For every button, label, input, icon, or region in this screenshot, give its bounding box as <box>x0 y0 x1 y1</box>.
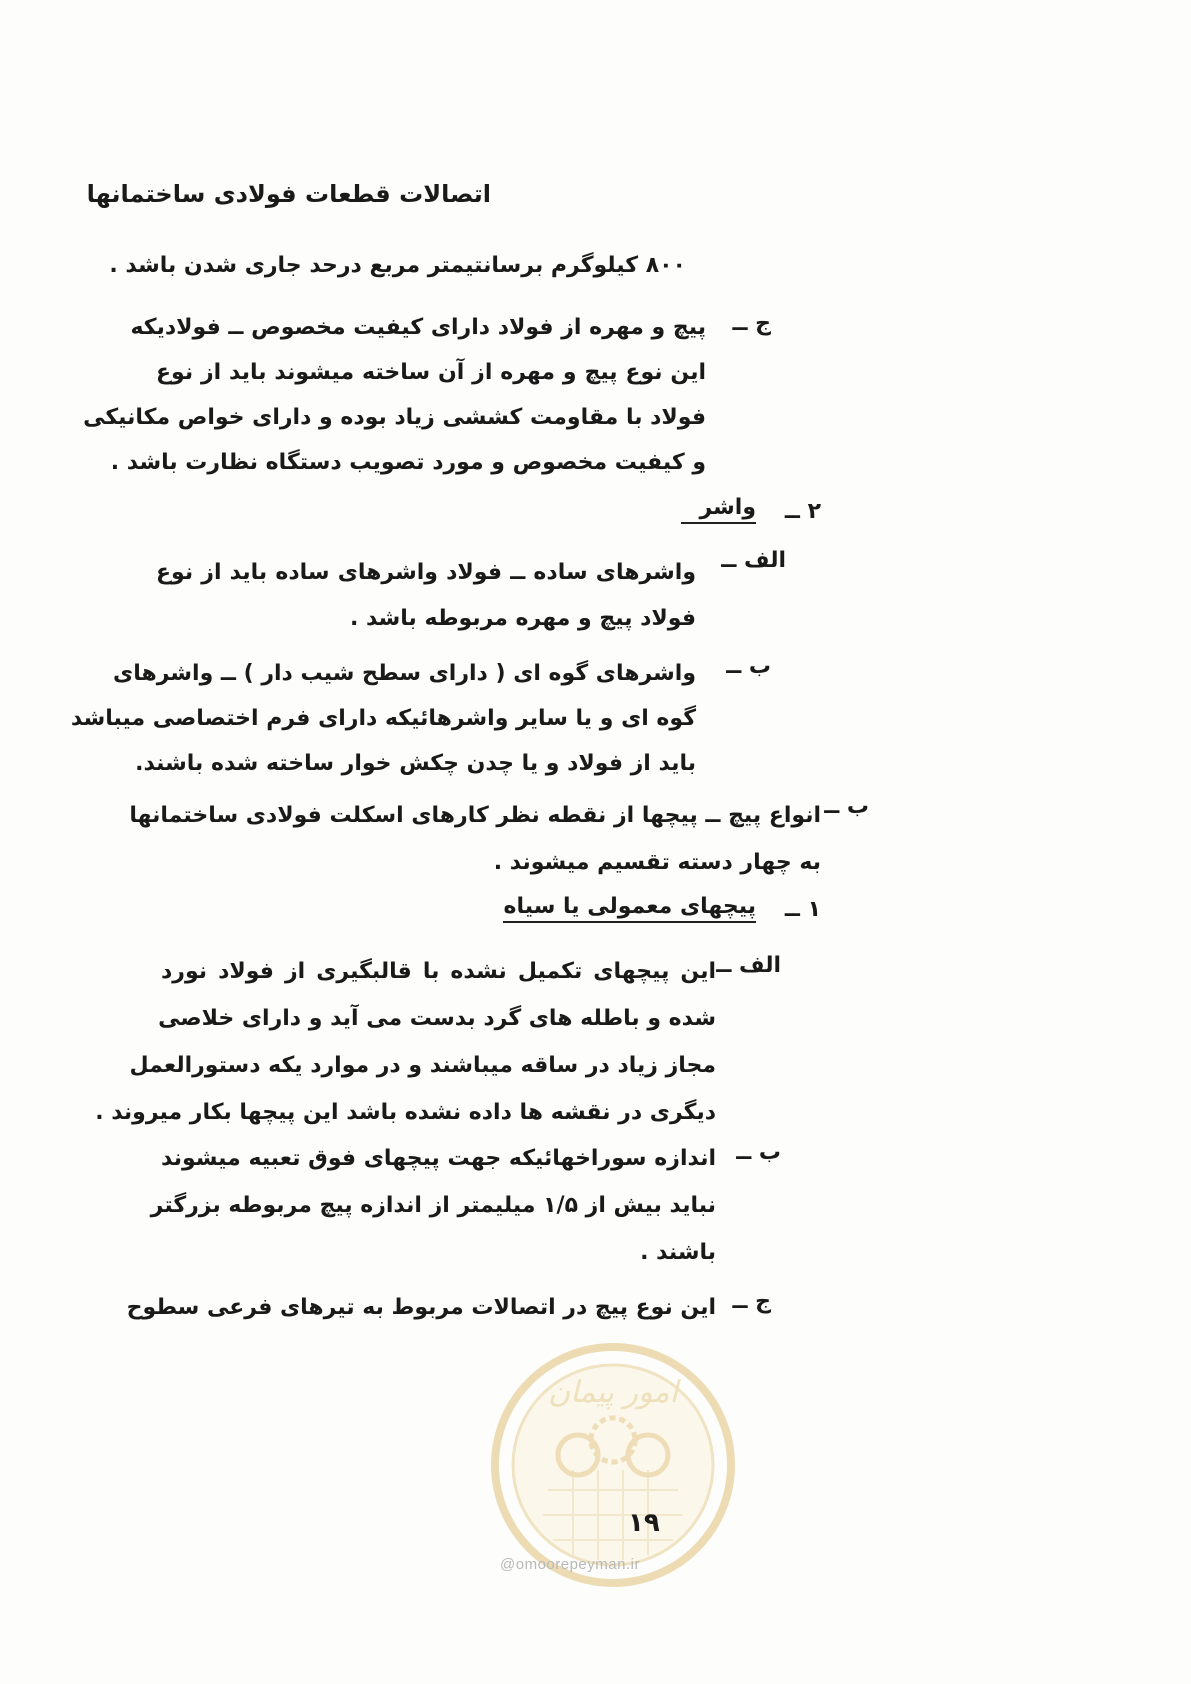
text-line: اندازه سوراخهائیکه جهت پیچهای فوق تعبیه میشوند <box>161 1146 716 1171</box>
text-line: پیچ و مهره از فولاد دارای کیفیت مخصوص ــ فولادیکه <box>130 315 706 340</box>
text-line: این نوع پیچ در اتصالات مربوط به تیرهای فرعی سطوح <box>126 1295 716 1320</box>
item-label-alef: الف ــ <box>721 548 786 573</box>
text-line: گوه ای و یا سایر واشرهائیکه دارای فرم اختصاصی میباشد <box>70 706 696 731</box>
text-line: واشرهای ساده ــ فولاد واشرهای ساده باید از نوع <box>156 560 696 585</box>
section-heading-washer: واشر <box>681 495 756 524</box>
section-number-2: ۲ ــ <box>784 499 821 524</box>
main-label-be: ب ــ <box>824 794 869 819</box>
text-line: انواع پیچ ــ پیچها از نقطه نظر کارهای اسکلت فولادی ساختمانها <box>129 803 821 828</box>
item-be <box>70 651 696 786</box>
section-heading-bolts: پیچهای معمولی یا سیاه <box>503 894 756 919</box>
item-label-je2: ج ــ <box>732 1289 771 1314</box>
text-line: واشرهای گوه ای ( دارای سطح شیب دار ) ــ واشرهای <box>113 661 696 686</box>
item-alef2 <box>95 948 716 1136</box>
text-line: و کیفیت مخصوص و مورد تصویب دستگاه نظارت باشد . <box>110 450 706 475</box>
item-label-be: ب ــ <box>726 654 771 679</box>
text-line: شده و باطله های گرد بدست می آید و دارای خلاصی <box>158 1006 716 1031</box>
item-label-alef2: الف ــ <box>716 953 781 978</box>
section-number-1: ۱ ــ <box>784 897 821 922</box>
text-line: این پیچهای تکمیل نشده با قالبگیری از فولاد نورد <box>161 959 716 984</box>
page-number: ۱۹ <box>628 1508 660 1538</box>
text-line: باشند . <box>640 1240 716 1265</box>
page-header: اتصالات قطعات فولادی ساختمانها <box>86 180 491 208</box>
watermark-logo-icon <box>488 1340 738 1590</box>
text-line: نباید بیش از ۱/۵ میلیمتر از اندازه پیچ مربوطه بزرگتر <box>150 1193 716 1218</box>
intro-block <box>109 253 686 278</box>
text-line: باید از فولاد و یا چدن چکش خوار ساخته شده باشند. <box>135 751 696 776</box>
item-je <box>83 305 706 485</box>
text-line: فولاد پیچ و مهره مربوطه باشد . <box>349 606 696 631</box>
text-line: ۸۰۰ کیلوگرم برسانتیمتر مربع درحد جاری شدن باشد . <box>109 253 686 278</box>
item-alef <box>156 550 696 642</box>
text-line: فولاد با مقاومت کششی زیاد بوده و دارای خواص مکانیکی <box>83 405 706 430</box>
text-line: مجاز زیاد در ساقه میباشند و در موارد یکه دستورالعمل <box>129 1053 716 1078</box>
item-je2 <box>126 1284 716 1331</box>
item-label-je: ج ــ <box>732 311 771 336</box>
text-line: به چهار دسته تقسیم میشوند . <box>493 850 821 875</box>
text-line: این نوع پیچ و مهره از آن ساخته میشوند باید از نوع <box>156 360 706 385</box>
item-be2 <box>150 1135 716 1276</box>
svg-text:امور پیمان: امور پیمان <box>548 1375 678 1410</box>
watermark-url: @omoorepeyman.ir <box>500 1556 640 1573</box>
text-line: دیگری در نقشه ها داده نشده باشد این پیچها بکار میروند . <box>95 1100 716 1125</box>
item-bolt-types <box>129 792 821 886</box>
item-label-be2: ب ــ <box>736 1140 781 1165</box>
